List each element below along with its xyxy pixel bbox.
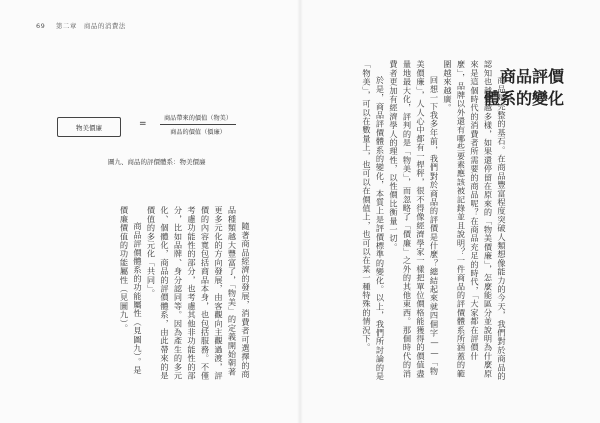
left-body-text [72,206,252,382]
chapter-title: 第二章 商品的消費法 [55,22,126,30]
equation-numerator: 商品帶來的價值（物美） [163,115,233,122]
right-paragraph-2: 回想一下我多年前，我們對於商品的評價是什麼？總結起來就四個字——「物美價廉」，人人心中都有一桿秤，很不得像經濟學家一樣把單位價格能獲得的價值盡量地最大化，評判的是「物美」，而忽略了「價廉」之外的其他東西。那個時代的消費者更加有經濟學人的理性，以性價比衡量一切。 [389,60,440,378]
equation-denominator: 商品的價值（價廉） [170,129,226,136]
right-page [300,0,600,423]
equation-fraction [162,113,234,136]
left-paragraph-2: 商品評價體系的功能屬性（見圖九）。是價廉價值的功能屬性（見圖九）。 [119,206,143,375]
running-head [36,21,134,30]
equation-lhs: 物美價廉 [76,123,102,132]
right-paragraph-1: 商品是完整的基石。在商品豐富程度突破人類想像能力的今天，我們對於商品的認知也越來越多樣，如果還停留在原來的「物美價廉」，怎麼能區分並說明為什麼原來是這個時代的消費者所需要的商品呢？在商品充足的時代，「大家都在評價什麼」，品牌以外還有哪些要素應該被記錄並且說明？一件商品的評價體系所涵蓋的範圍越來越廣。 [443,60,507,381]
right-body-text [318,60,508,382]
equation-sign: = [139,119,147,129]
section-title-line-1: 商品評價 [499,67,564,86]
page-gutter [297,0,303,423]
right-paragraph-3: 於是，商品評價體系的變化，本質上是評價標準的變化。以上，我們所討論的是「物美」，可以在數量上，也可以在價值上，也可以在某一種特殊的情況下。 [362,60,386,381]
figure-caption: 圖九、商品的評價體系：物美價廉 [108,158,206,166]
section-title-line-2: 體系的變化 [483,89,564,108]
page-number: 69 [36,22,46,30]
equation-lhs-box [57,117,121,137]
left-paragraph-1: 隨著商品經濟的發展，消費者可選擇的商品種類越大豐富了，「物美」的定義開始朝著更多元化的方向發展，由客觀向主觀過渡，評價的內容寬包括商品本身，也包括服務。不僅考慮功能性的部分，也考慮其他非功能性的部分，比如品牌、身分認同等。因為產生的多元化、個體化，商品的評價體系，由此帶來的是價值的多元化「共同」。 [146,206,251,380]
